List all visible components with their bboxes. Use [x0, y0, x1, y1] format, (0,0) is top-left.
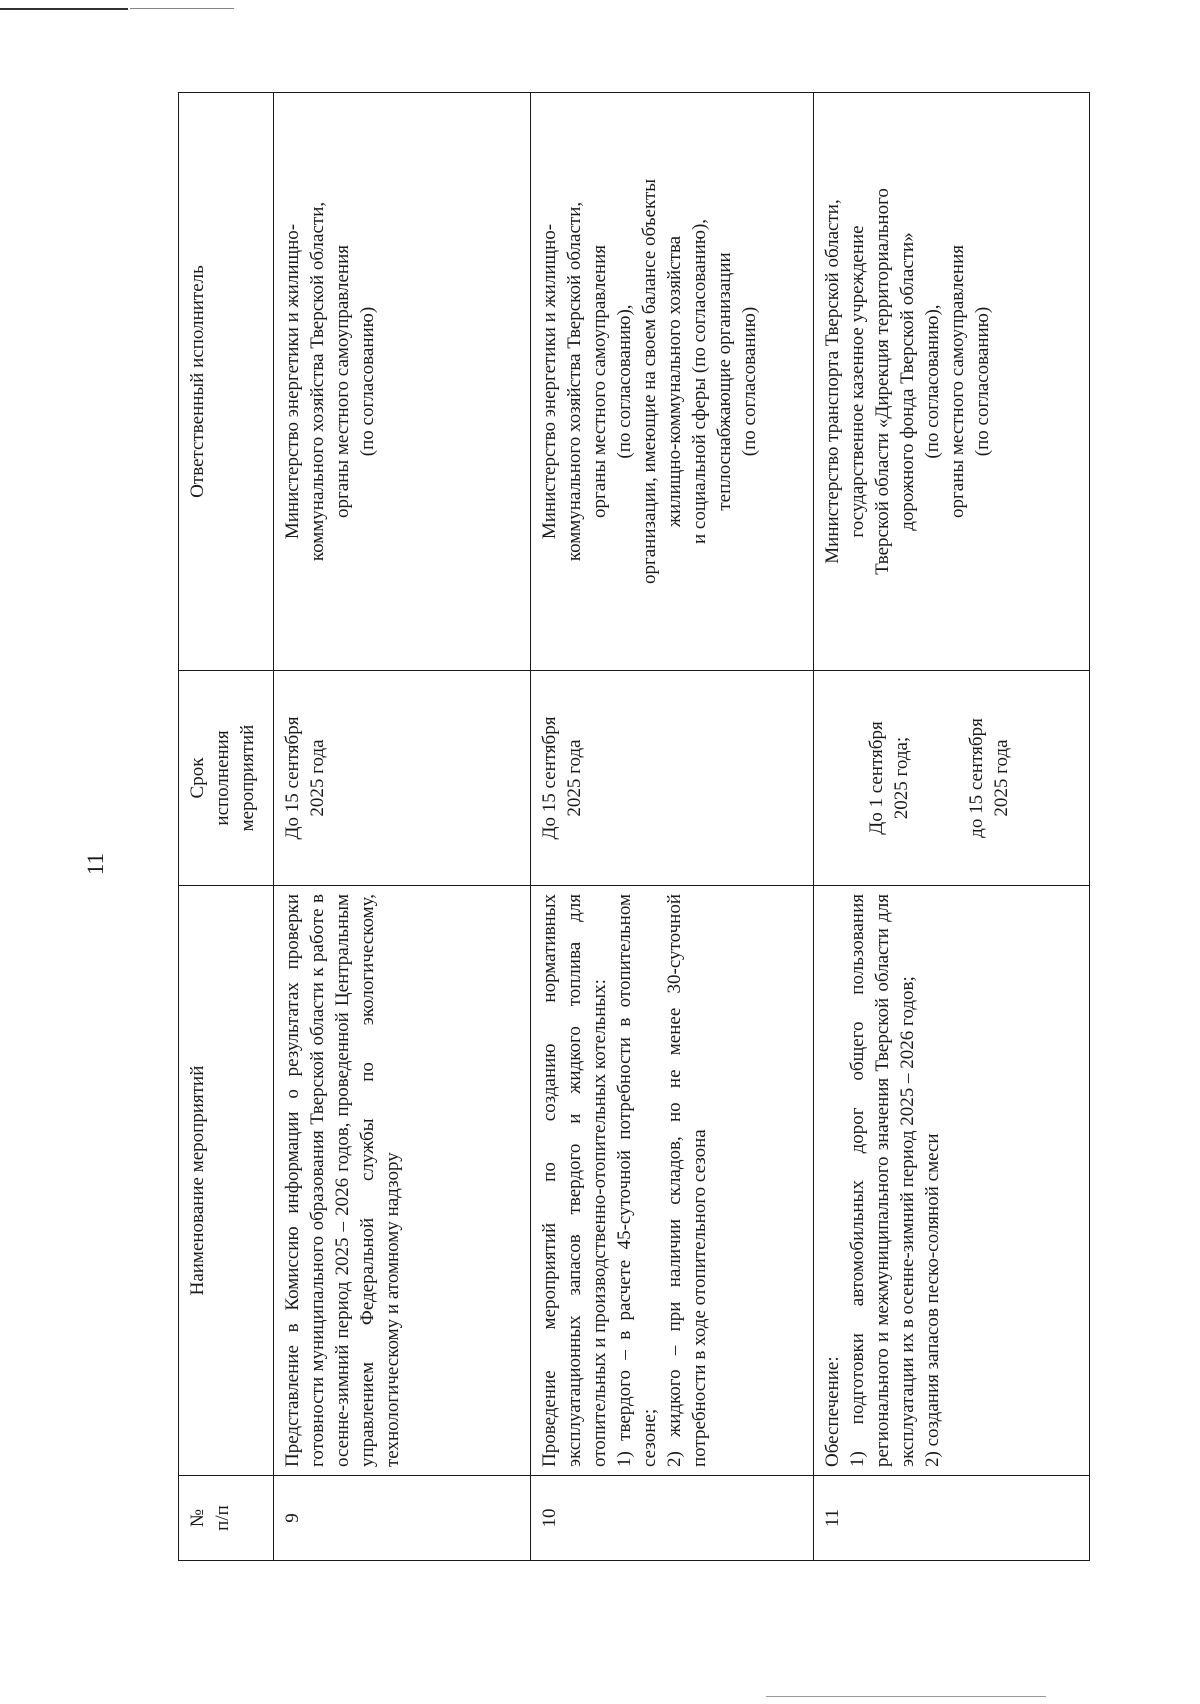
row-11-resp-line7: (по согласованию)	[972, 306, 993, 457]
row-9-name-line: Представление в Комиссию информации о результатах проверки готовности муниципального образования Тверской области к работе в осенне-зимний период 2025 – 2026 годов, проведенной Центральным управлением Федеральной службы по экологическому, технологическому и атомному надзору	[282, 894, 403, 1467]
row-11-resp-line6: органы местного самоуправления	[947, 244, 968, 519]
row-10-resp-line6: жилищно-коммунального хозяйства	[664, 235, 685, 528]
row-11-resp-line1: Министерство транспорта Тверской области,	[822, 199, 843, 564]
row-9-num: 9	[274, 1476, 531, 1561]
row-11-term-first-line2: 2025 года;	[891, 736, 912, 820]
row-10-name	[531, 886, 814, 1476]
row-11-term	[814, 671, 1090, 886]
page-number: 11	[83, 852, 108, 876]
table-row	[274, 93, 531, 1561]
row-10-resp-line7: и социальной сферы (по согласованию),	[689, 218, 710, 545]
row-10-resp-line1: Министерство энергетики и жилищно-	[539, 223, 560, 540]
row-10-responsible	[531, 93, 814, 671]
row-10-name-line3: 2) жидкого – при наличии складов, но не менее 30-суточной потребности в ходе отопительного сезона	[664, 894, 710, 1467]
row-11-term-gap	[914, 679, 964, 877]
row-10-resp-line9: (по согласованию)	[739, 306, 760, 457]
row-10-term-line2: 2025 года	[564, 739, 585, 817]
row-10-resp-line3: органы местного самоуправления	[589, 244, 610, 519]
header-num-line2: п/п	[212, 1505, 233, 1531]
header-term-line1: Срок	[187, 757, 208, 799]
row-9-resp-line2: коммунального хозяйства Тверской области,	[307, 201, 328, 562]
row-11-resp-line2: государственное казенное учреждение	[847, 225, 868, 538]
row-11-resp-line3: Тверской области «Дирекция территориального	[872, 188, 893, 575]
row-11-resp-line5: (по согласованию),	[922, 304, 943, 459]
row-11-term-second-line2: 2025 года	[991, 739, 1012, 817]
row-9-responsible	[274, 93, 531, 671]
row-9-term	[274, 671, 531, 886]
measures-table-rotated	[178, 93, 1090, 1561]
header-responsible: Ответственный исполнитель	[179, 93, 274, 671]
row-9-resp-line1: Министерство энергетики и жилищно-	[282, 223, 303, 540]
row-10-term	[531, 671, 814, 886]
header-term-line3: мероприятий	[237, 724, 258, 832]
scan-mark-top-left	[0, 8, 128, 10]
row-10-num: 10	[531, 1476, 814, 1561]
row-11-responsible	[814, 93, 1090, 671]
table-header-row	[179, 93, 274, 1561]
row-11-num: 11	[814, 1476, 1090, 1561]
table-row	[814, 93, 1090, 1561]
header-term	[179, 671, 274, 886]
row-11-name-line1: Обеспечение:	[822, 1356, 843, 1467]
row-10-term-line1: До 15 сентября	[539, 716, 560, 840]
row-10-resp-line5: организации, имеющие на своем балансе объекты	[639, 178, 660, 585]
row-9-resp-line3: органы местного самоуправления	[332, 244, 353, 519]
scan-mark-bottom	[766, 1696, 1046, 1697]
measures-table	[178, 92, 1090, 1561]
row-9-name	[274, 886, 531, 1476]
row-9-term-line1: До 15 сентября	[282, 716, 303, 840]
header-num-line1: №	[187, 1508, 208, 1528]
measures-table-wrapper	[178, 93, 1090, 1561]
header-num	[179, 1476, 274, 1561]
row-11-name-line3: 2) создания запасов песко-соляной смеси	[922, 1133, 943, 1467]
row-11-name-line2: 1) подготовки автомобильных дорог общего пользования регионального и межмуниципального значения Тверской области для эксплуатации их в осенне-зимний период 2025 – 2026 годов;	[847, 894, 918, 1467]
row-10-resp-line4: (по согласованию),	[614, 304, 635, 459]
row-10-resp-line2: коммунального хозяйства Тверской области,	[564, 201, 585, 562]
scan-mark-top	[130, 8, 234, 9]
row-11-term-first-line1: До 1 сентября	[866, 721, 887, 835]
row-10-name-line2: 1) твердого – в расчете 45-суточной потребности в отопительном сезоне;	[614, 894, 660, 1467]
row-9-term-line2: 2025 года	[307, 739, 328, 817]
header-name: Наименование мероприятий	[179, 886, 274, 1476]
row-11-resp-line4: дорожного фонда Тверской области»	[897, 232, 918, 531]
row-11-term-second-line1: до 15 сентября	[966, 718, 987, 838]
header-term-line2: исполнения	[212, 730, 233, 826]
row-11-name	[814, 886, 1090, 1476]
row-10-name-line1: Проведение мероприятий по созданию нормативных эксплуатационных запасов твердого и жидкого топлива для отопительных и производственно-отопительных котельных:	[539, 894, 610, 1467]
row-10-resp-line8: теплоснабжающие организации	[714, 252, 735, 511]
row-9-resp-line4: (по согласованию)	[357, 306, 378, 457]
table-row	[531, 93, 814, 1561]
